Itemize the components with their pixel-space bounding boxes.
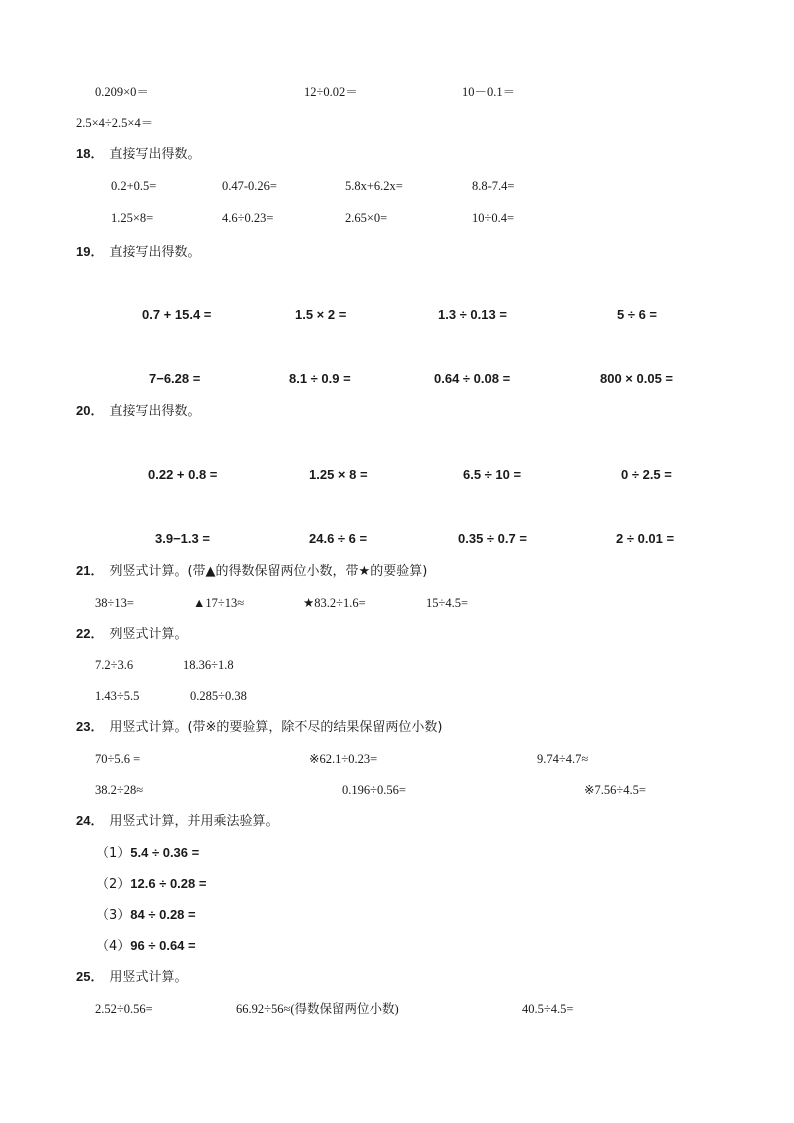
q20-item-3: 6.5 ÷ 10 = [463, 467, 522, 482]
q18-title: 直接写出得数。 [109, 147, 201, 162]
q21-heading [76, 563, 427, 580]
q20-item-2: 1.25 × 8 = [309, 467, 368, 482]
q17-item-4: 2.5×4÷2.5×4＝ [76, 116, 154, 130]
q20-item-7: 0.35 ÷ 0.7 = [458, 531, 527, 546]
q21-number: 21． [76, 563, 104, 578]
q18-item-5: 1.25×8= [111, 211, 154, 225]
q22-item-4: 0.285÷0.38 [190, 689, 247, 703]
q20-item-6: 24.6 ÷ 6 = [309, 531, 368, 546]
q21-title: 列竖式计算。(带▲的得数保留两位小数，带★的要验算) [109, 564, 428, 579]
q19-number: 19． [76, 244, 104, 259]
q18-heading [76, 146, 200, 163]
q18-item-6: 4.6÷0.23= [222, 211, 274, 225]
q24-item-1-expr: 5.4 ÷ 0.36 = [130, 845, 200, 860]
q19-item-6: 8.1 ÷ 0.9 = [289, 371, 351, 386]
q19-title: 直接写出得数。 [109, 245, 201, 260]
q24-item-2-label: （2） [96, 877, 131, 892]
q19-item-4: 5 ÷ 6 = [617, 307, 658, 322]
q21-item-2: ▲17÷13≈ [193, 596, 245, 610]
q20-title: 直接写出得数。 [109, 404, 201, 419]
q22-number: 22． [76, 626, 104, 641]
q23-number: 23． [76, 719, 104, 734]
q18-item-1: 0.2+0.5= [111, 179, 157, 193]
q20-heading [76, 403, 200, 420]
q24-item-1 [96, 845, 199, 862]
q18-item-3: 5.8x+6.2x= [345, 179, 403, 193]
q22-item-3: 1.43÷5.5 [95, 689, 140, 703]
q19-item-3: 1.3 ÷ 0.13 = [438, 307, 507, 322]
q24-item-2 [96, 876, 206, 893]
q25-heading [76, 969, 187, 986]
q19-item-7: 0.64 ÷ 0.08 = [434, 371, 511, 386]
q25-item-3: 40.5÷4.5= [522, 1002, 574, 1016]
q20-item-1: 0.22 + 0.8 = [148, 467, 218, 482]
q24-item-3-expr: 84 ÷ 0.28 = [130, 907, 196, 922]
q23-item-6: ※7.56÷4.5= [584, 783, 646, 797]
q21-item-3: ★83.2÷1.6= [303, 596, 366, 610]
q25-item-1: 2.52÷0.56= [95, 1002, 153, 1016]
q22-heading [76, 626, 187, 643]
q17-item-2: 12÷0.02＝ [304, 85, 358, 99]
q21-item-4: 15÷4.5= [426, 596, 469, 610]
q18-item-7: 2.65×0= [345, 211, 388, 225]
q18-item-4: 8.8-7.4= [472, 179, 515, 193]
q23-item-3: 9.74÷4.7≈ [537, 752, 589, 766]
q24-item-1-label: （1） [96, 846, 131, 861]
q19-item-5: 7−6.28 = [149, 371, 201, 386]
q24-item-2-expr: 12.6 ÷ 0.28 = [130, 876, 207, 891]
q25-number: 25． [76, 969, 104, 984]
q19-item-8: 800 × 0.05 = [600, 371, 674, 386]
q23-heading [76, 719, 443, 736]
q18-item-2: 0.47-0.26= [222, 179, 277, 193]
q17-item-1: 0.209×0＝ [95, 85, 149, 99]
q17-item-3: 10－0.1＝ [462, 85, 516, 99]
q22-item-2: 18.36÷1.8 [183, 658, 234, 672]
q24-item-3-label: （3） [96, 908, 131, 923]
q18-number: 18． [76, 146, 104, 161]
q24-item-3 [96, 907, 196, 924]
q20-item-8: 2 ÷ 0.01 = [616, 531, 675, 546]
q25-item-2: 66.92÷56≈(得数保留两位小数) [236, 1002, 399, 1016]
q25-title: 用竖式计算。 [109, 970, 188, 985]
q19-heading [76, 244, 200, 261]
q21-item-1: 38÷13= [95, 596, 134, 610]
q24-number: 24． [76, 813, 104, 828]
q23-item-1: 70÷5.6 = [95, 752, 141, 766]
q24-item-4 [96, 938, 196, 955]
q24-item-4-label: （4） [96, 939, 131, 954]
q23-item-5: 0.196÷0.56= [342, 783, 406, 797]
q20-number: 20． [76, 403, 104, 418]
q19-item-2: 1.5 × 2 = [295, 307, 347, 322]
q23-item-2: ※62.1÷0.23= [309, 752, 378, 766]
q22-title: 列竖式计算。 [109, 627, 188, 642]
q20-item-4: 0 ÷ 2.5 = [621, 467, 672, 482]
q19-item-1: 0.7 + 15.4 = [142, 307, 212, 322]
q23-title: 用竖式计算。(带※的要验算，除不尽的结果保留两位小数) [109, 720, 443, 735]
q24-heading [76, 813, 278, 830]
q24-title: 用竖式计算，并用乘法验算。 [109, 814, 279, 829]
q24-item-4-expr: 96 ÷ 0.64 = [130, 938, 196, 953]
q22-item-1: 7.2÷3.6 [95, 658, 134, 672]
q20-item-5: 3.9−1.3 = [155, 531, 210, 546]
q18-item-8: 10÷0.4= [472, 211, 515, 225]
q23-item-4: 38.2÷28≈ [95, 783, 144, 797]
